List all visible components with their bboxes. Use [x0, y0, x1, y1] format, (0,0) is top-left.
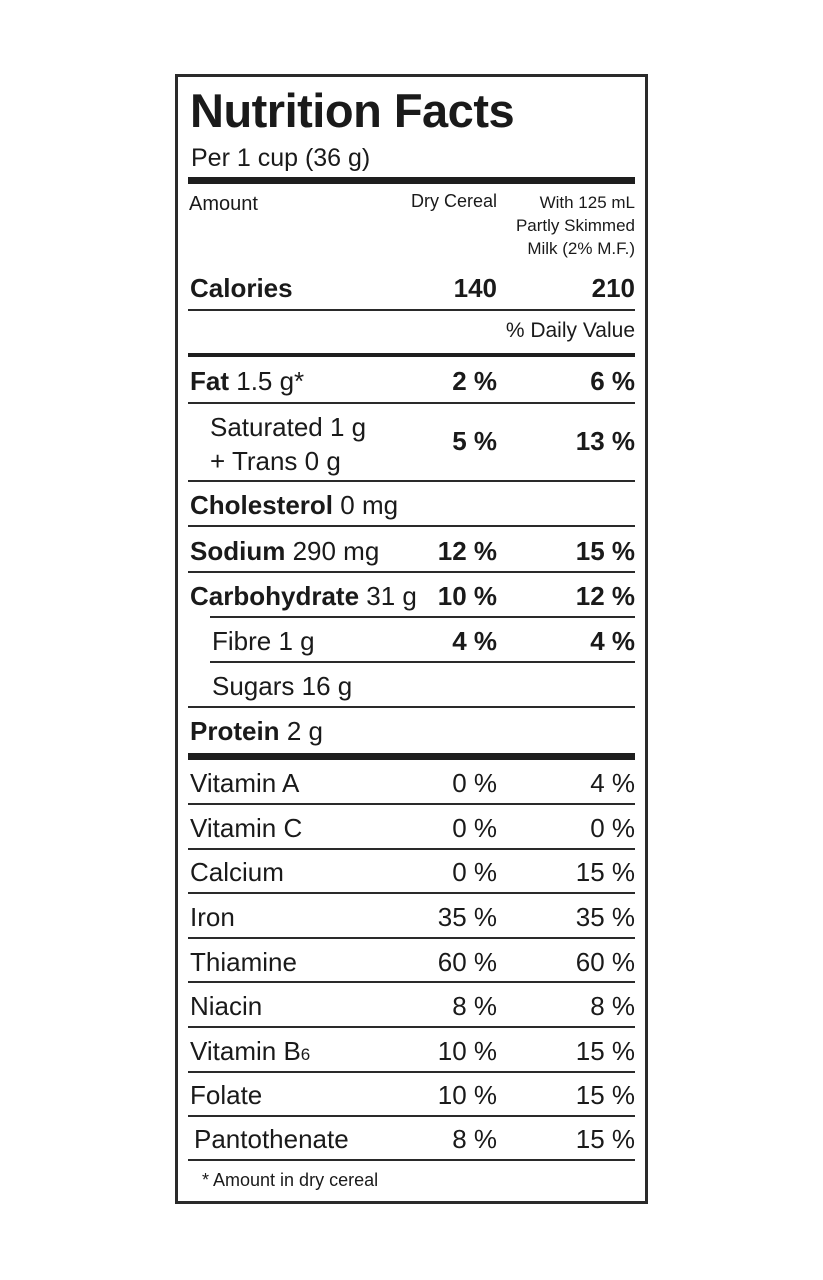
pantothenate-milk: 15 %	[575, 1124, 635, 1154]
divider	[188, 892, 635, 894]
calcium-label: Calcium	[190, 857, 284, 887]
serving-size: Per 1 cup (36 g)	[191, 144, 371, 172]
carbohydrate-dry: 10 %	[437, 581, 497, 611]
fat-amount: 1.5 g*	[236, 366, 305, 396]
thiamine-milk: 60 %	[575, 947, 635, 977]
vitamin-b6-name: Vitamin B	[190, 1036, 301, 1066]
nutrition-facts-label	[175, 74, 648, 1204]
vitamin-b6-dry: 10 %	[437, 1036, 497, 1066]
iron-milk: 35 %	[575, 902, 635, 932]
vitamin-a-dry: 0 %	[452, 768, 497, 798]
pantothenate-label: Pantothenate	[194, 1124, 349, 1154]
vitamin-b6-milk: 15 %	[575, 1036, 635, 1066]
sodium-dry: 12 %	[437, 536, 497, 566]
protein-amount: 2 g	[286, 716, 323, 746]
fibre-milk: 4 %	[590, 626, 635, 656]
iron-dry: 35 %	[437, 902, 497, 932]
fat-milk: 6 %	[590, 366, 635, 396]
divider	[210, 616, 635, 618]
sodium-amount: 290 mg	[292, 536, 380, 566]
thiamine-label: Thiamine	[190, 947, 297, 977]
divider	[188, 571, 635, 573]
cholesterol-label: Cholesterol	[190, 490, 334, 520]
divider	[188, 848, 635, 850]
fat-dry: 2 %	[452, 366, 497, 396]
protein-label: Protein	[190, 716, 280, 746]
pantothenate-dry: 8 %	[452, 1124, 497, 1154]
cholesterol-amount: 0 mg	[340, 490, 399, 520]
saturated-dry: 5 %	[452, 426, 497, 456]
niacin-label: Niacin	[190, 991, 263, 1021]
iron-label: Iron	[190, 902, 235, 932]
vitamin-a-milk: 4 %	[590, 768, 635, 798]
vitamin-c-milk: 0 %	[590, 813, 635, 843]
folate-label: Folate	[190, 1080, 263, 1110]
divider-thick	[188, 753, 635, 760]
carbohydrate-milk: 12 %	[575, 581, 635, 611]
divider	[188, 1071, 635, 1073]
folate-milk: 15 %	[575, 1080, 635, 1110]
sodium-label: Sodium	[190, 536, 286, 566]
footnote: * Amount in dry cereal	[202, 1170, 379, 1190]
niacin-milk: 8 %	[590, 991, 635, 1021]
fibre-label: Fibre 1 g	[212, 626, 315, 656]
divider	[188, 706, 635, 708]
dry-cereal-header: Dry Cereal	[410, 191, 497, 211]
divider	[188, 803, 635, 805]
fat-label: Fat	[190, 366, 229, 396]
divider	[188, 480, 635, 482]
niacin-dry: 8 %	[452, 991, 497, 1021]
saturated-milk: 13 %	[575, 426, 635, 456]
amount-header: Amount	[189, 193, 258, 215]
thiamine-dry: 60 %	[437, 947, 497, 977]
divider-thick	[188, 177, 635, 184]
calories-dry: 140	[453, 273, 497, 303]
label-content	[188, 77, 635, 1201]
calories-label: Calories	[190, 273, 293, 303]
daily-value-header: % Daily Value	[505, 319, 635, 342]
vitamin-b6-label	[190, 1036, 310, 1067]
divider	[210, 661, 635, 663]
saturated-label: Saturated 1 g	[210, 412, 367, 442]
vitamin-a-label: Vitamin A	[190, 768, 300, 798]
divider	[188, 309, 635, 311]
sodium-milk: 15 %	[575, 536, 635, 566]
divider	[188, 1159, 635, 1161]
divider	[188, 1026, 635, 1028]
calcium-milk: 15 %	[575, 857, 635, 887]
divider	[188, 525, 635, 527]
carbohydrate-label: Carbohydrate	[190, 581, 360, 611]
vitamin-c-label: Vitamin C	[190, 813, 303, 843]
vitamin-b6-subscript: 6	[300, 1045, 311, 1064]
sugars-label: Sugars 16 g	[212, 671, 353, 701]
divider	[188, 1115, 635, 1117]
folate-dry: 10 %	[437, 1080, 497, 1110]
divider	[188, 981, 635, 983]
fibre-dry: 4 %	[452, 626, 497, 656]
divider	[188, 402, 635, 404]
calcium-dry: 0 %	[452, 857, 497, 887]
vitamin-c-dry: 0 %	[452, 813, 497, 843]
calories-milk: 210	[591, 273, 635, 303]
carbohydrate-amount: 31 g	[366, 581, 417, 611]
trans-label: + Trans 0 g	[210, 446, 341, 476]
divider-medium	[188, 353, 635, 357]
divider	[188, 937, 635, 939]
label-title: Nutrition Facts	[190, 84, 515, 137]
with-milk-header: With 125 mL Partly Skimmed Milk (2% M.F.)	[515, 193, 635, 258]
